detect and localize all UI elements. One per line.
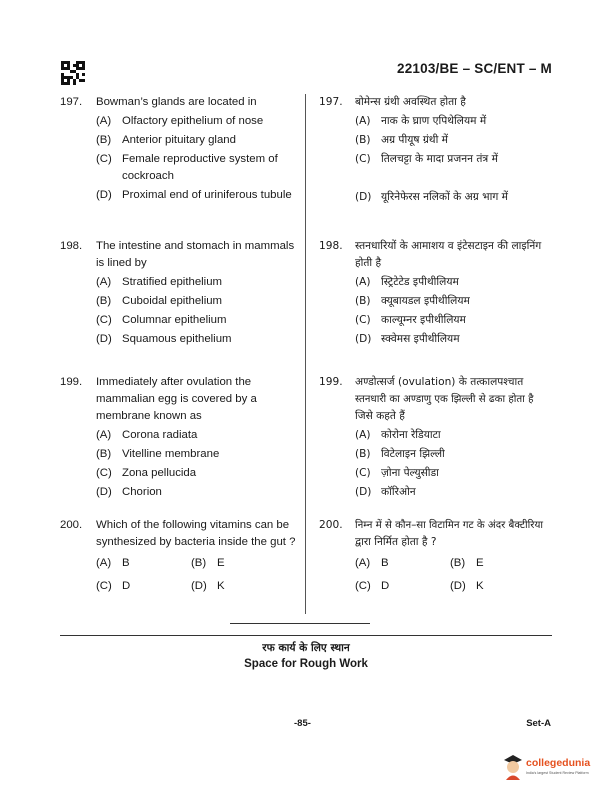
option-text: ज़ोना पेल्युसीडा	[381, 467, 439, 479]
option-text: Stratified epithelium	[122, 276, 223, 288]
option-text: नाक के घ्राण एपिथेलियम में	[381, 115, 487, 127]
option-text: E	[217, 557, 225, 569]
option-label: (B)	[96, 295, 112, 307]
option-label: (D)	[355, 333, 372, 345]
option-text: Squamous epithelium	[122, 333, 232, 345]
question-text: membrane known as	[96, 410, 202, 422]
question-number: 199.	[319, 376, 343, 388]
option-label: (D)	[191, 580, 207, 592]
option-text: Cuboidal epithelium	[122, 295, 223, 307]
option-text: D	[381, 580, 390, 592]
option-text: स्ट्रिटेटेड इपीथीलियम	[381, 276, 459, 288]
question-198-hi	[319, 238, 557, 348]
option-label: (D)	[450, 580, 466, 592]
option-label: (A)	[355, 276, 371, 288]
option-label: (B)	[355, 295, 371, 307]
page-number: -85-	[294, 718, 311, 729]
set-label: Set-A	[526, 718, 551, 729]
question-number: 200.	[60, 519, 83, 531]
option-label: (D)	[355, 486, 372, 498]
question-number: 199.	[60, 376, 83, 388]
qr-code	[61, 61, 85, 85]
option-label: (C)	[355, 314, 371, 326]
option-label: (B)	[450, 557, 466, 569]
option-label: (A)	[96, 557, 112, 569]
option-label: (C)	[96, 467, 112, 479]
question-199-en	[60, 374, 298, 501]
question-198-en	[60, 238, 298, 348]
option-text: Vitelline membrane	[122, 448, 220, 460]
question-text: अण्डोत्सर्ज (ovulation) के तत्कालपश्चात	[355, 376, 524, 388]
question-197-hi	[319, 94, 557, 206]
question-number: 200.	[319, 519, 343, 531]
rough-work-heading: Space for Rough Work	[244, 658, 368, 670]
question-197-en	[60, 94, 298, 204]
option-label: (C)	[96, 314, 112, 326]
option-text: Anterior pituitary gland	[122, 134, 236, 146]
question-200-hi	[319, 517, 557, 595]
question-number: 197.	[60, 96, 83, 108]
option-label: (D)	[96, 333, 112, 345]
option-label: (A)	[96, 429, 112, 441]
option-text: कोरोना रेडियाटा	[381, 429, 441, 441]
option-label: (B)	[355, 134, 371, 146]
option-text: अग्र पीयूष ग्रंथी में	[381, 134, 449, 146]
option-text: Olfactory epithelium of nose	[122, 115, 264, 127]
question-text: निम्न में से कौन–सा विटामिन गट के अंदर बैक्टीरिया	[355, 520, 544, 531]
option-text: Chorion	[122, 486, 162, 498]
option-text: D	[122, 580, 131, 592]
question-text: जिसे कहते हैं	[355, 410, 405, 422]
option-label: (C)	[96, 153, 112, 165]
option-text: कॉरिओन	[381, 486, 416, 498]
paper-code: 22103/BE – SC/ENT – M	[396, 61, 552, 76]
collegedunia-watermark	[500, 748, 610, 788]
question-text: The intestine and stomach in mammals	[96, 240, 295, 252]
option-label: (B)	[355, 448, 371, 460]
question-200-en	[60, 517, 298, 595]
brand-name: collegedunia	[526, 757, 591, 769]
option-text: K	[476, 580, 484, 592]
option-text: Corona radiata	[122, 429, 198, 441]
option-label: (D)	[96, 486, 112, 498]
question-text: होती है	[355, 257, 382, 269]
question-text: mammalian egg is covered by a	[96, 393, 257, 405]
question-number: 198.	[60, 240, 83, 252]
question-text: synthesized by bacteria inside the gut ?	[96, 536, 296, 548]
option-text: K	[217, 580, 225, 592]
rough-work-divider	[60, 635, 552, 636]
option-text: स्क्वेमस इपीथीलियम	[381, 333, 460, 345]
option-label: (A)	[96, 115, 112, 127]
question-text: द्वारा निर्मित होता है ?	[355, 536, 437, 548]
option-text: B	[122, 557, 130, 569]
option-label: (B)	[96, 134, 112, 146]
option-text: काल्यूम्नर इपीथीलियम	[381, 314, 466, 326]
question-199-hi	[319, 374, 557, 501]
option-text: यूरिनेफेरस नलिकों के अग्र भाग में	[381, 191, 508, 203]
option-label: (A)	[355, 429, 371, 441]
option-text: Zona pellucida	[122, 467, 197, 479]
option-text: E	[476, 557, 484, 569]
column-divider	[305, 94, 306, 614]
question-text: स्तनधारी का अण्डाणु एक झिल्ली से ढका होता है	[355, 394, 534, 405]
option-label: (C)	[355, 153, 371, 165]
question-text: Bowman’s glands are located in	[96, 96, 257, 108]
option-label: (C)	[355, 467, 371, 479]
option-text: B	[381, 557, 389, 569]
option-text: विटेलाइन झिल्ली	[381, 448, 445, 460]
option-text: Female reproductive system of cockroach	[122, 153, 278, 182]
option-label: (C)	[355, 580, 371, 592]
question-number: 197.	[319, 96, 343, 108]
option-label: (B)	[96, 448, 112, 460]
mascot-icon	[502, 754, 524, 780]
option-text: तिलचट्टा के मादा प्रजनन तंत्र में	[381, 153, 498, 165]
option-text: Proximal end of uriniferous tubule	[122, 189, 292, 201]
option-label: (C)	[96, 580, 112, 592]
option-text: Columnar epithelium	[122, 314, 227, 326]
option-label: (A)	[355, 557, 371, 569]
question-text: is lined by	[96, 257, 147, 269]
brand-tagline: India's largest Student Review Platform	[526, 771, 589, 775]
question-text: Which of the following vitamins can be	[96, 519, 290, 531]
option-text: क्यूबायडल इपीथीलियम	[381, 295, 470, 307]
option-label: (A)	[96, 276, 112, 288]
question-text: स्तनधारियों के आमाशय व इंटेसटाइन की लाइनिंग	[355, 240, 542, 252]
question-text: Immediately after ovulation the	[96, 376, 252, 388]
section-end-rule	[230, 623, 370, 624]
question-text: बोमेन्स ग्रंथी अवस्थित होता है	[355, 96, 466, 108]
option-label: (D)	[355, 191, 372, 203]
option-label: (B)	[191, 557, 207, 569]
rough-work-heading-hindi: रफ कार्य के लिए स्थान	[262, 642, 350, 654]
option-label: (D)	[96, 189, 112, 201]
option-label: (A)	[355, 115, 371, 127]
question-number: 198.	[319, 240, 343, 252]
